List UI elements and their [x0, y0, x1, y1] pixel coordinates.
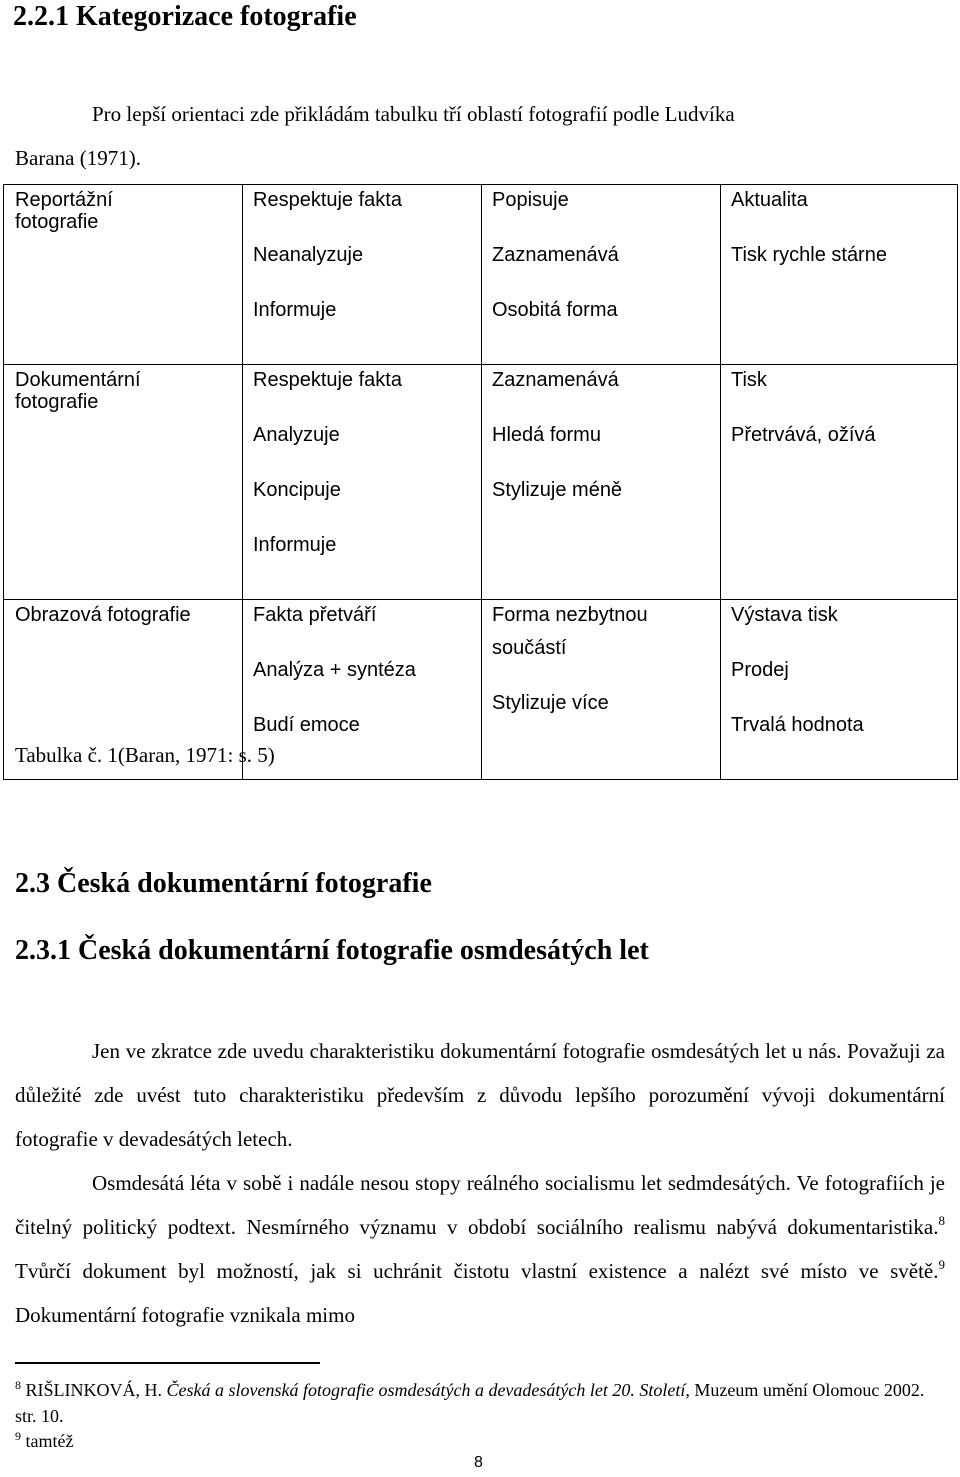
cell-line: fotografie	[15, 391, 99, 413]
cell-line: Popisuje	[492, 189, 569, 211]
cell-line: Neanalyzuje	[253, 244, 364, 266]
table-caption: Tabulka č. 1(Baran, 1971: s. 5)	[15, 743, 275, 767]
outcome-cell	[721, 185, 958, 365]
cell-line: Přetrvává, ožívá	[731, 424, 876, 446]
cell-line: Stylizuje méně	[492, 479, 623, 501]
cell-line: Obrazová fotografie	[15, 604, 191, 626]
properties-cell	[243, 600, 482, 780]
cell-line: Tisk	[731, 369, 767, 391]
cell-line: Zaznamenává	[492, 369, 619, 391]
category-cell	[4, 365, 243, 600]
cell-line: Reportážní	[15, 189, 113, 211]
cell-line: Zaznamenává	[492, 244, 619, 266]
cell-line: Budí emoce	[253, 714, 360, 736]
cell-line: Tisk rychle stárne	[731, 244, 887, 266]
category-cell	[4, 185, 243, 365]
cell-line: Analýza + syntéza	[253, 659, 416, 681]
category-table	[3, 184, 958, 780]
body-paragraph-2: Osmdesátá léta v sobě i nadále nesou stopy reálného socialismu let sedmdesátých. Ve fotografiích je čitelný politický podtext. Nesmírného významu v období sociálního realismu nabývá dokumentaristika.$^8$ Tvůrčí dokument byl možností, jak si uchránit čistotu vlastní existence a nalézt své místo ve světě.$^9$ Dokumentární fotografie vznikala mimo	[15, 1171, 945, 1327]
outcome-cell	[721, 365, 958, 600]
cell-line: Dokumentární	[15, 369, 141, 391]
footnote-8: $^8$ RIŠLINKOVÁ, H. Česká a slovenská fotografie osmdesátých a devadesátých let 20. Století, Muzeum umění Olomouc 2002. str. 10.	[15, 1378, 925, 1426]
footnote-separator	[15, 1362, 320, 1364]
cell-line: součástí	[492, 637, 567, 659]
cell-line: Koncipuje	[253, 479, 341, 501]
footnote-ref-8[interactable]: 8	[938, 1213, 945, 1228]
table-row	[4, 185, 958, 365]
cell-line: Stylizuje více	[492, 692, 609, 714]
cell-line: Fakta přetváří	[253, 604, 377, 626]
outcome-cell	[721, 600, 958, 780]
cell-line: Informuje	[253, 534, 337, 556]
body-paragraph-1: Jen ve zkratce zde uvedu charakteristiku dokumentární fotografie osmdesátých let u nás. Považuji za důležité zde uvést tuto charakteristiku především z důvodu lepšího porozumění vývoji dokumentární fotografie v devadesátých letech.	[15, 1039, 945, 1151]
cell-line: Hledá formu	[492, 424, 601, 446]
cell-line: Analyzuje	[253, 424, 340, 446]
cell-line: Respektuje fakta	[253, 369, 402, 391]
intro-line-1: Pro lepší orientaci zde přikládám tabulku tří oblastí fotografií podle Ludvíka	[92, 102, 735, 126]
cell-line: fotografie	[15, 211, 99, 233]
intro-paragraph	[15, 92, 945, 180]
section-heading-2-3: 2.3 Česká dokumentární fotografie	[15, 868, 432, 899]
page-number: 8	[474, 1454, 483, 1471]
cell-line: Informuje	[253, 299, 337, 321]
section-heading: 2.2.1 Kategorizace fotografie	[13, 1, 357, 32]
cell-line: Forma nezbytnou	[492, 604, 648, 626]
cell-line: Trvalá hodnota	[731, 714, 864, 736]
section-heading-2-3-1: 2.3.1 Česká dokumentární fotografie osmdesátých let	[15, 935, 649, 966]
footnote-ref-9[interactable]: 9	[938, 1257, 945, 1272]
properties-cell	[243, 365, 482, 600]
cell-line: Osobitá forma	[492, 299, 618, 321]
table-row	[4, 365, 958, 600]
cell-line: Prodej	[731, 659, 789, 681]
footnote-9: $^9$ tamtéž	[15, 1429, 74, 1451]
properties-cell	[243, 185, 482, 365]
form-cell	[482, 365, 721, 600]
cell-line: Respektuje fakta	[253, 189, 402, 211]
cell-line: Výstava tisk	[731, 604, 838, 626]
cell-line: Aktualita	[731, 189, 808, 211]
intro-line-2: Barana (1971).	[15, 146, 141, 170]
form-cell	[482, 185, 721, 365]
form-cell	[482, 600, 721, 780]
